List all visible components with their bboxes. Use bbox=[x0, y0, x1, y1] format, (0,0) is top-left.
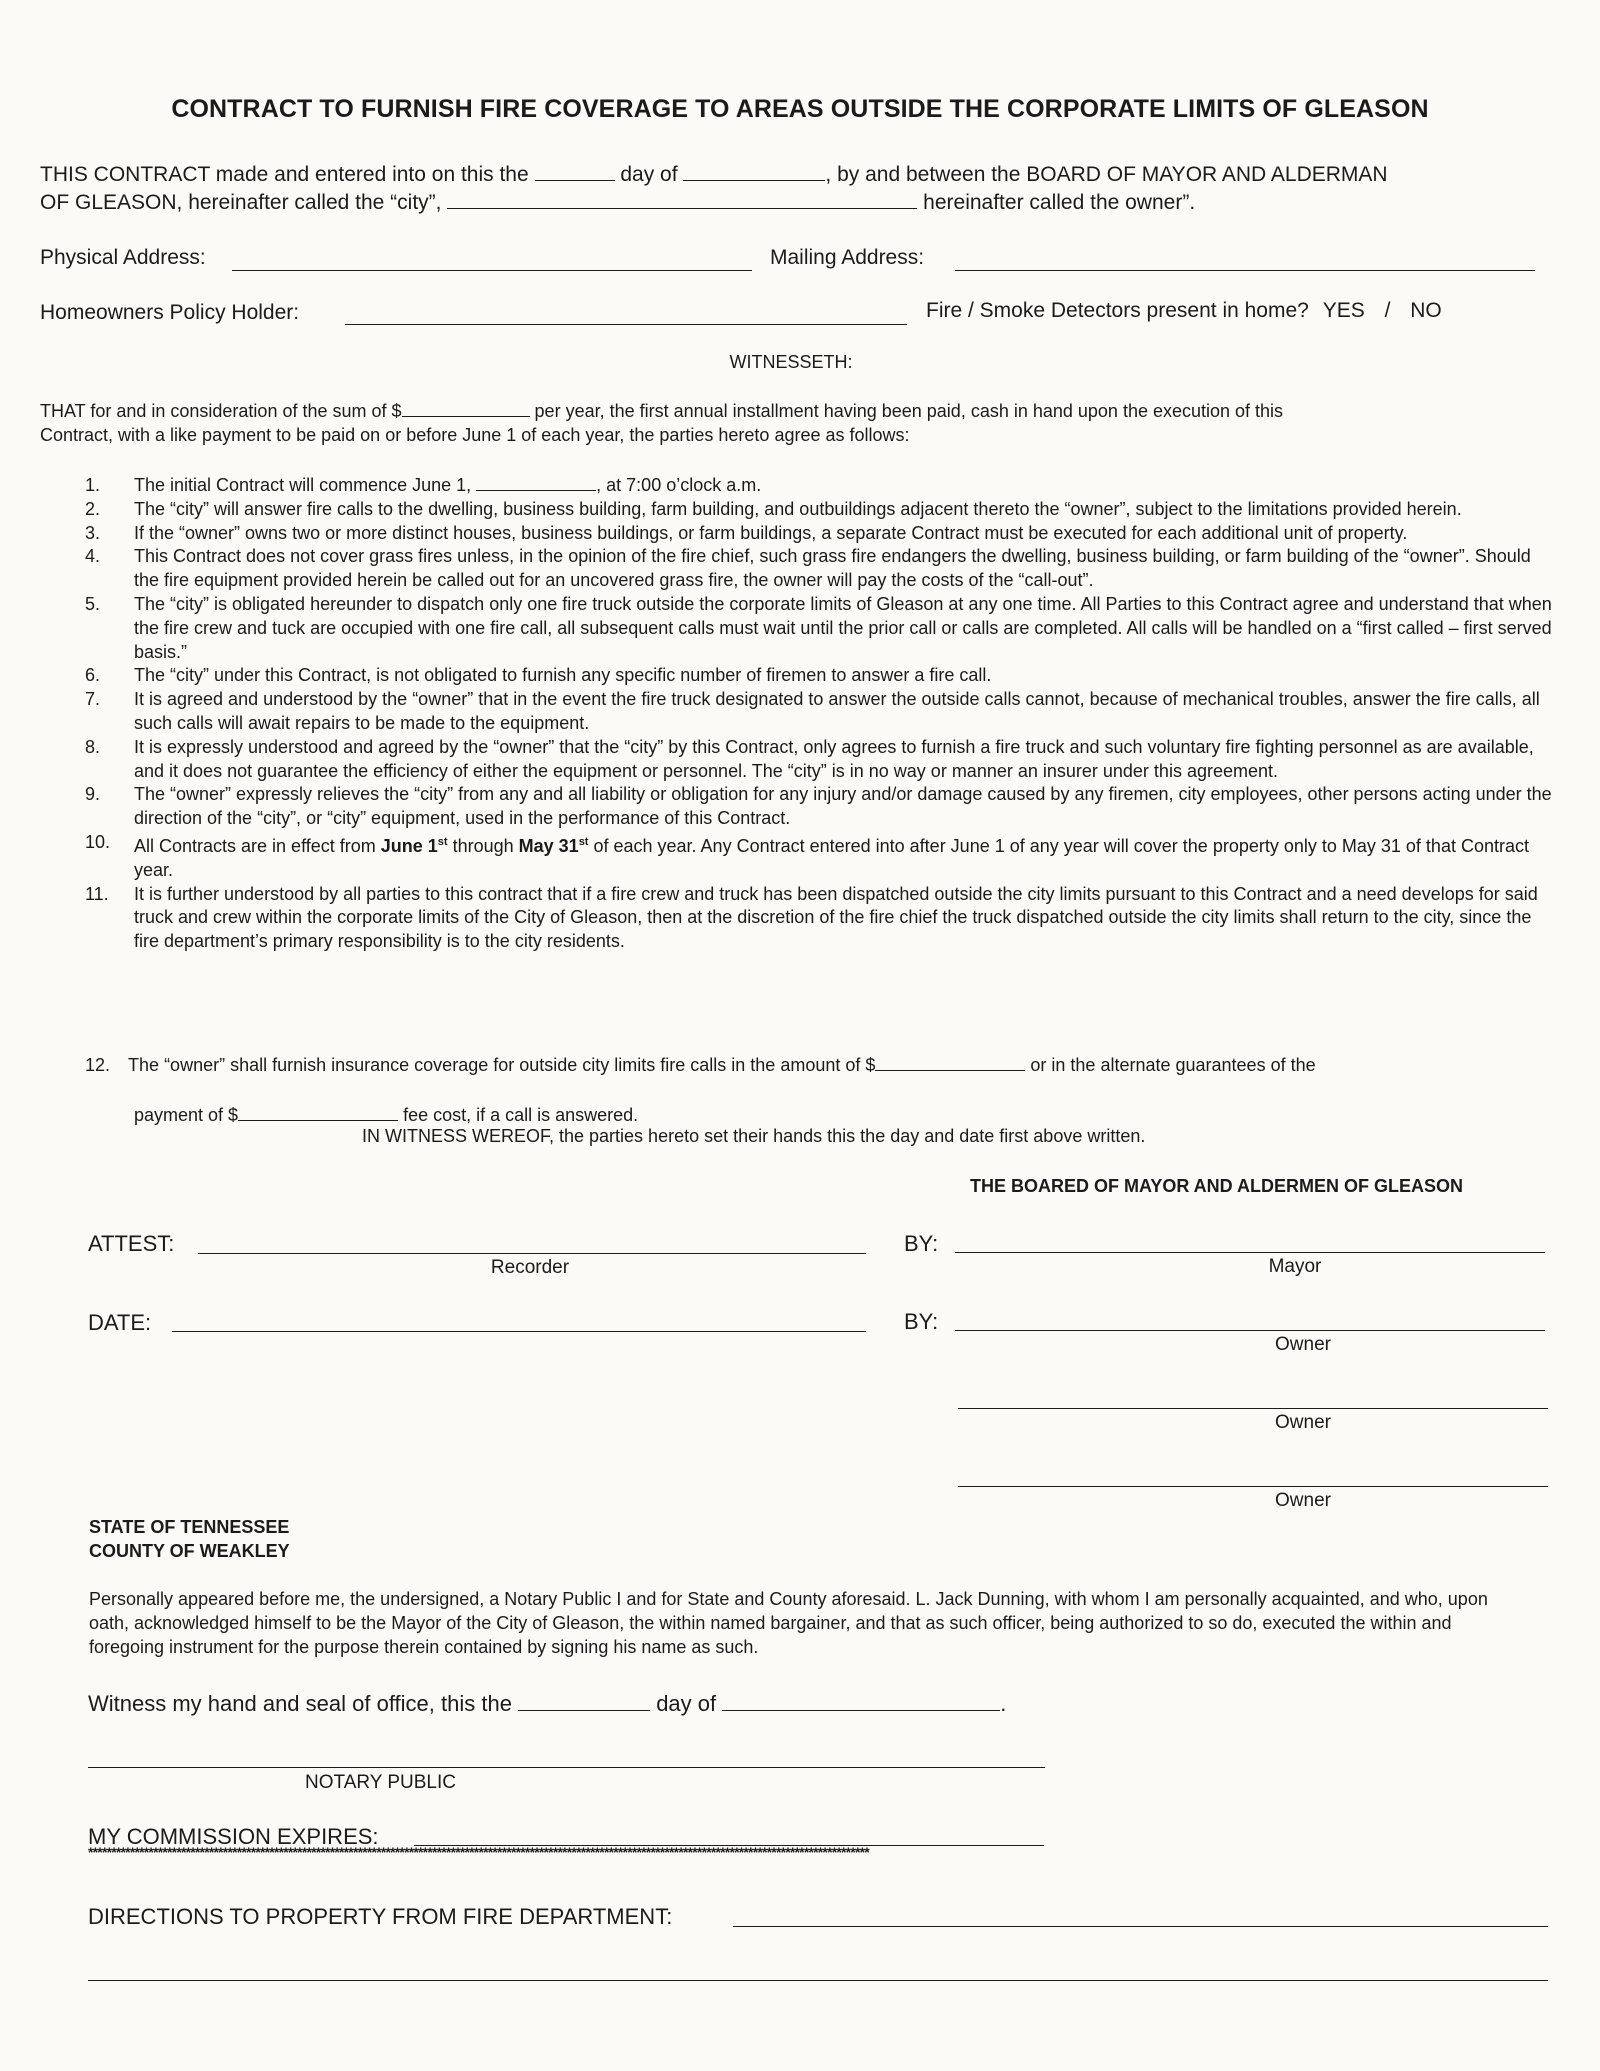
clause-2-text: The “city” will answer fire calls to the dwelling, business building, farm building, and outbuildings adjacent thereto the “owner”, subject to the limitations provided herein. bbox=[134, 498, 1462, 519]
clause-10-sup-1: st bbox=[437, 835, 448, 848]
intro-line-2 bbox=[40, 191, 1195, 215]
clause-4-text: This Contract does not cover grass fires unless, in the opinion of the fire chief, such grass fire endangers the dwelling, business building, or farm building of the “owner”. Should the fire equipment provided herein be called out for an uncovered grass fire, the owner will pay the costs of the “call-out”. bbox=[134, 546, 1531, 591]
clause-3-text: If the “owner” owns two or more distinct houses, business buildings, or farm buildings, a separate Contract must be executed for each additional unit of property. bbox=[134, 522, 1408, 543]
clause-10-sup-2: st bbox=[578, 835, 589, 848]
owner-caption-2: Owner bbox=[1275, 1412, 1331, 1433]
yes-option[interactable]: YES bbox=[1322, 299, 1365, 322]
directions-field-2[interactable] bbox=[88, 1980, 1548, 1981]
clause-7 bbox=[85, 688, 1560, 736]
no-option[interactable]: NO bbox=[1410, 299, 1442, 322]
clause-number: 6. bbox=[85, 665, 101, 686]
intro-line-1 bbox=[40, 163, 1388, 187]
attest-signature-line[interactable] bbox=[198, 1253, 866, 1254]
notary-day-field[interactable] bbox=[518, 1710, 650, 1711]
directions-field-1[interactable] bbox=[733, 1926, 1548, 1927]
witness-text-c: . bbox=[1000, 1691, 1007, 1716]
clause-9-text: The “owner” expressly relieves the “city” from any and all liability or obligation for any injury and/or damage caused by any firemen, city employees, other persons acting under the direction of the “city”, or “city” equipment, used in the performance of this Contract. bbox=[134, 784, 1552, 829]
clause-10 bbox=[85, 831, 1560, 883]
notary-public-caption: NOTARY PUBLIC bbox=[305, 1772, 456, 1793]
clause-10-start-date: June 1 bbox=[380, 835, 438, 856]
clause-number: 8. bbox=[85, 736, 101, 757]
clause-1 bbox=[85, 474, 1560, 498]
date-line[interactable] bbox=[172, 1331, 866, 1332]
notary-signature-line[interactable] bbox=[88, 1767, 1045, 1768]
clause-10-text-a: All Contracts are in effect from bbox=[134, 835, 381, 856]
page-title: CONTRACT TO FURNISH FIRE COVERAGE TO AREAS OUTSIDE THE CORPORATE LIMITS OF GLEASON bbox=[171, 95, 1429, 123]
state-heading: STATE OF TENNESSEE bbox=[89, 1517, 290, 1537]
notary-paragraph: Personally appeared before me, the undersigned, a Notary Public I and for State and County aforesaid. L. Jack Dunning, with whom I am personally acquainted, and who, upon oath, acknowledged himself to be the Mayor of the City of Gleason, the within named bargainer, and that as such officer, being authorized to so do, executed the within and foregoing instrument for the purpose therein contained by signing his name as such. bbox=[89, 1589, 1488, 1657]
clause-number: 2. bbox=[85, 498, 101, 519]
clause-11-text: It is further understood by all parties to this contract that if a fire crew and truck has been dispatched outside the city limits pursuant to this Contract and a need develops for said truck and crew within the corporate limits of the City of Gleason, then at the discretion of the fire chief the truck dispatched outside the city limits shall return to the city, since the fire department’s primary responsibility is to the city residents. bbox=[134, 883, 1538, 952]
consideration-line-1 bbox=[40, 400, 1560, 424]
clause-8-text: It is expressly understood and agreed by the “owner” that the “city” by this Contract, only agrees to furnish a fire truck and such voluntary fire fighting personnel as are available, and it does not guarantee the efficiency of either the equipment or personnel. The “city” is in no way or manner an insurer under this agreement. bbox=[134, 736, 1534, 781]
clause-12-text-b: or in the alternate guarantees of the bbox=[1030, 1055, 1316, 1075]
clause-4 bbox=[85, 545, 1560, 593]
clause-6-text: The “city” under this Contract, is not obligated to furnish any specific number of firemen to answer a fire call. bbox=[134, 665, 992, 686]
clause-5 bbox=[85, 593, 1560, 664]
detectors-question: Fire / Smoke Detectors present in home? bbox=[926, 299, 1309, 322]
recorder-caption: Recorder bbox=[490, 1257, 570, 1278]
detectors-row bbox=[926, 299, 1442, 323]
clause-6 bbox=[85, 664, 1560, 688]
notary-month-field[interactable] bbox=[722, 1710, 1000, 1711]
annual-sum-field[interactable] bbox=[402, 416, 530, 417]
option-separator: / bbox=[1384, 299, 1391, 322]
county-heading: COUNTY OF WEAKLEY bbox=[89, 1541, 290, 1561]
witness-line bbox=[88, 1691, 1006, 1717]
clause-5-text: The “city” is obligated hereunder to dispatch only one fire truck outside the corporate limits of Gleason at any one time. All Parties to this Contract agree and understand that when the fire crew and tuck are occupied with one fire call, all subsequent calls must wait until the prior call or calls are completed. All calls will be handled on a “first called – first served basis.” bbox=[134, 593, 1552, 662]
insurance-amount-field[interactable] bbox=[875, 1070, 1025, 1071]
clause-12-text-d: fee cost, if a call is answered. bbox=[403, 1105, 639, 1125]
clause-1-text-b: , at 7:00 o’clock a.m. bbox=[596, 475, 762, 495]
owner-signature-line-2[interactable] bbox=[958, 1408, 1548, 1409]
by-label-mayor: BY: bbox=[904, 1231, 939, 1256]
commence-year-field[interactable] bbox=[476, 490, 596, 491]
consideration-line-2: Contract, with a like payment to be paid on or before June 1 of each year, the parties hereto agree as follows: bbox=[40, 424, 910, 445]
policy-holder-field[interactable] bbox=[345, 324, 907, 325]
intro-text-3: , by and between the BOARD OF MAYOR AND ALDERMAN bbox=[825, 163, 1388, 186]
witness-text-b: day of bbox=[656, 1691, 717, 1716]
physical-address-label: Physical Address: bbox=[40, 246, 206, 269]
clause-number: 7. bbox=[85, 689, 101, 710]
clause-1-text-a: The initial Contract will commence June 1, bbox=[134, 475, 472, 495]
intro-text-1: THIS CONTRACT made and entered into on this the bbox=[40, 163, 529, 186]
clause-number: 4. bbox=[85, 546, 101, 567]
clause-10-text-d: through bbox=[447, 835, 519, 856]
by-label-owner: BY: bbox=[904, 1309, 939, 1334]
owner-signature-line-1[interactable] bbox=[955, 1330, 1545, 1331]
clause-7-text: It is agreed and understood by the “owner” that in the event the fire truck designated to answer the outside calls cannot, because of mechanical troubles, answer the fire calls, all such calls will await repairs to be made to the equipment. bbox=[134, 689, 1540, 733]
clause-11 bbox=[85, 883, 1560, 954]
owner-caption-3: Owner bbox=[1275, 1490, 1331, 1511]
attest-label: ATTEST: bbox=[88, 1231, 175, 1256]
consideration-paragraph bbox=[40, 400, 1560, 448]
clause-3 bbox=[85, 522, 1560, 546]
clause-9 bbox=[85, 783, 1560, 831]
owner-signature-line-3[interactable] bbox=[958, 1486, 1548, 1487]
mayor-signature-line[interactable] bbox=[955, 1252, 1545, 1253]
clause-10-text-g: of each year. Any Contract entered into after June 1 of any year will cover the property only to May 31 of that Contract year. bbox=[134, 835, 1529, 880]
policy-holder-label: Homeowners Policy Holder: bbox=[40, 301, 300, 324]
clause-number: 10. bbox=[85, 831, 111, 852]
month-field[interactable] bbox=[683, 180, 825, 181]
mailing-address-label: Mailing Address: bbox=[770, 246, 925, 269]
in-witness-statement: IN WITNESS WEREOF, the parties hereto set their hands this the day and date first above written. bbox=[362, 1126, 1146, 1146]
clause-8 bbox=[85, 736, 1560, 784]
day-field[interactable] bbox=[535, 180, 615, 181]
mailing-address-field[interactable] bbox=[955, 270, 1535, 271]
clause-12 bbox=[85, 1054, 1316, 1078]
commission-label: MY COMMISSION EXPIRES: bbox=[88, 1824, 379, 1849]
physical-address-field[interactable] bbox=[232, 270, 752, 271]
separator-row: ************************************************************************************************************************************************************************ bbox=[88, 1844, 869, 1860]
directions-label: DIRECTIONS TO PROPERTY FROM FIRE DEPARTMENT: bbox=[88, 1904, 673, 1929]
clause-number: 1. bbox=[85, 475, 101, 495]
witnesseth-heading: WITNESSETH: bbox=[729, 352, 853, 372]
clause-12-text-a: The “owner” shall furnish insurance coverage for outside city limits fire calls in the amount of $ bbox=[128, 1055, 876, 1075]
clause-number: 5. bbox=[85, 593, 101, 614]
owner-caption-1: Owner bbox=[1275, 1334, 1331, 1355]
clause-12-text-c: payment of $ bbox=[134, 1105, 239, 1125]
mayor-caption: Mayor bbox=[1268, 1256, 1322, 1277]
date-label: DATE: bbox=[88, 1310, 152, 1335]
consideration-text-1: THAT for and in consideration of the sum of $ bbox=[40, 401, 402, 421]
intro-text-2: day of bbox=[620, 163, 678, 186]
clause-list bbox=[85, 474, 1560, 954]
clause-number: 11. bbox=[85, 883, 109, 904]
intro-text-4: OF GLEASON, hereinafter called the “city”, bbox=[40, 191, 442, 214]
consideration-text-2: per year, the first annual installment having been paid, cash in hand upon the execution of this bbox=[534, 401, 1284, 421]
witness-text-a: Witness my hand and seal of office, this the bbox=[88, 1691, 512, 1716]
clause-number: 12. bbox=[85, 1055, 111, 1075]
board-heading: THE BOARED OF MAYOR AND ALDERMEN OF GLEASON bbox=[970, 1176, 1464, 1196]
intro-text-5: hereinafter called the owner”. bbox=[923, 191, 1196, 214]
owner-name-field[interactable] bbox=[447, 208, 917, 209]
clause-number: 9. bbox=[85, 784, 101, 805]
clause-number: 3. bbox=[85, 522, 101, 543]
fee-cost-field[interactable] bbox=[238, 1120, 398, 1121]
clause-2 bbox=[85, 498, 1560, 522]
clause-10-end-date: May 31 bbox=[518, 835, 579, 856]
